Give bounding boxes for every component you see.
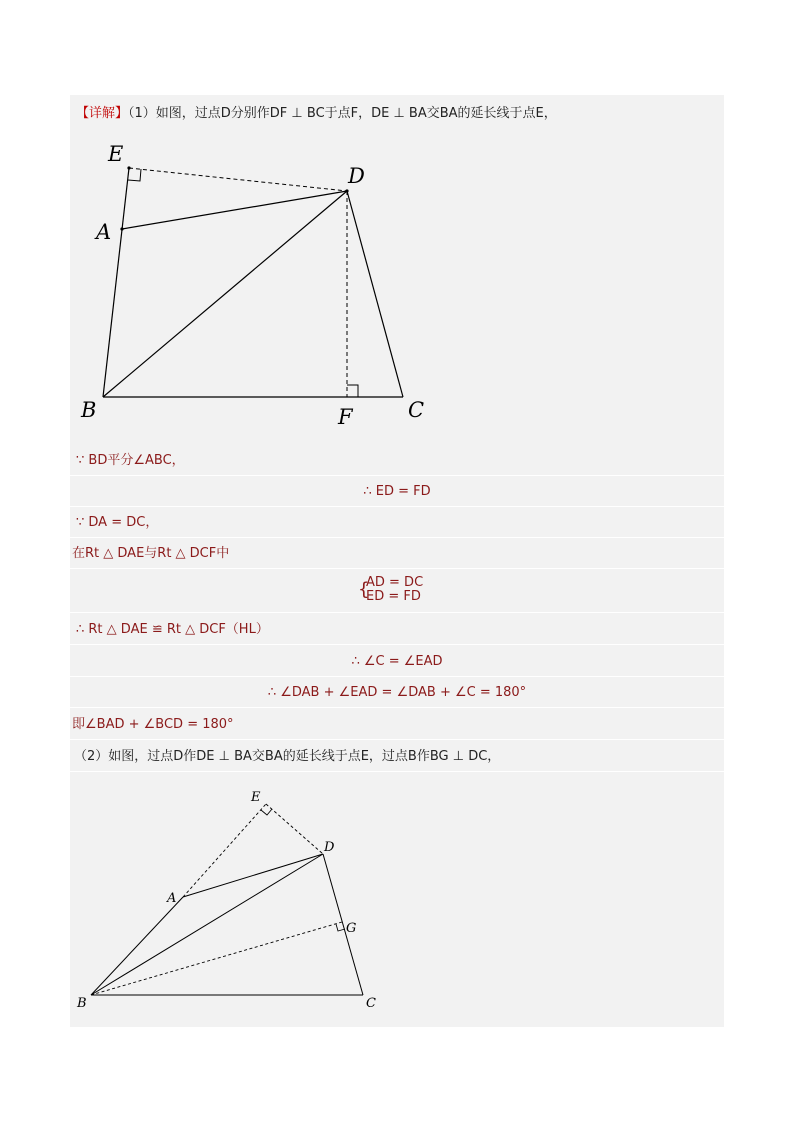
equation-system	[358, 575, 424, 604]
part2-text: （2）如图，过点D作DE ⊥ BA交BA的延长线于点E，过点B作BG ⊥ DC，	[74, 749, 501, 764]
step-row-2	[70, 476, 724, 507]
figure-1	[70, 130, 490, 430]
label-B: B	[81, 398, 97, 422]
system-line-1: AD = DC	[366, 575, 424, 590]
step-4: 在Rt △ DAE与Rt △ DCF中	[72, 546, 230, 561]
label-C: C	[408, 398, 425, 422]
step-row-3	[70, 507, 724, 538]
step-3: ∵ DA = DC，	[76, 515, 159, 530]
system-line-2: ED = FD	[366, 589, 421, 604]
line-BD	[103, 191, 347, 397]
step-row-system	[70, 569, 724, 613]
step-row-1	[70, 445, 724, 476]
intro-text: （1）如图，过点D分别作DF ⊥ BC于点F，DE ⊥ BA交BA的延长线于点E，	[128, 106, 557, 121]
label-E: E	[108, 142, 124, 166]
line-EB	[103, 168, 129, 397]
step-row-8	[70, 709, 724, 740]
figure-2	[70, 785, 400, 1025]
line-AE-dashed	[183, 804, 266, 897]
line-BD	[91, 854, 323, 995]
line-DC	[323, 854, 363, 995]
right-angle-E2	[261, 809, 272, 815]
label-G: G	[346, 921, 357, 936]
point-E	[127, 166, 130, 169]
label-B2: B	[77, 996, 87, 1011]
line-ED-dashed	[266, 804, 323, 854]
line-ED-dashed	[129, 168, 347, 191]
label-C2: C	[366, 996, 376, 1011]
label-D: D	[348, 164, 365, 188]
step-row-6	[70, 646, 724, 677]
line-BA	[91, 897, 183, 995]
intro-line	[76, 102, 557, 121]
step-6: ∴ ∠C = ∠EAD	[351, 654, 443, 669]
step-1: ∵ BD平分∠ABC，	[76, 453, 185, 468]
point-D	[345, 189, 348, 192]
right-angle-E	[128, 169, 141, 181]
label-A2: A	[167, 891, 177, 906]
step-row-4	[70, 538, 724, 569]
step-row-5	[70, 614, 724, 645]
step-row-7	[70, 677, 724, 708]
step-row-part2	[70, 741, 724, 772]
step-5: ∴ Rt △ DAE ≌ Rt △ DCF（HL）	[76, 622, 269, 637]
detail-tag: 【详解】	[76, 106, 129, 121]
label-E2: E	[251, 790, 261, 805]
line-BG-dashed	[91, 922, 342, 995]
label-D2: D	[324, 840, 335, 855]
line-DC	[347, 191, 403, 397]
brace-icon: {	[358, 579, 370, 600]
point-A	[120, 227, 123, 230]
line-AD	[122, 191, 347, 229]
label-F: F	[338, 405, 353, 429]
step-7: ∴ ∠DAB + ∠EAD = ∠DAB + ∠C = 180°	[267, 685, 527, 700]
right-angle-F	[347, 385, 358, 397]
step-2: ∴ ED = FD	[363, 484, 431, 499]
line-AD	[183, 854, 323, 897]
label-A: A	[96, 220, 112, 244]
step-8: 即∠BAD + ∠BCD = 180°	[72, 717, 234, 732]
